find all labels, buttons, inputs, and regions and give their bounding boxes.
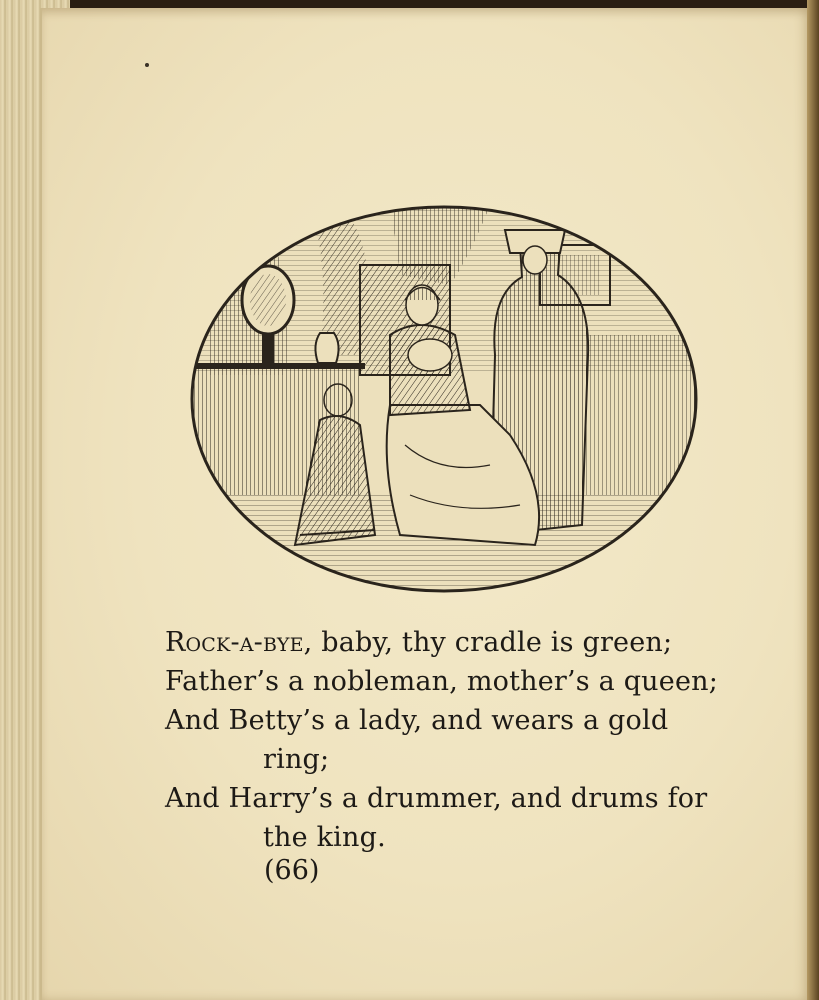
page-number: (66) — [264, 855, 320, 886]
poem-line-5: And Harry’s a drummer, and drums for — [165, 783, 708, 814]
poem-line-6: the king. — [263, 822, 386, 853]
book-spine-edge — [807, 0, 819, 1000]
poem-line-3: And Betty’s a lady, and wears a gold — [165, 705, 669, 736]
poem-line-1 — [165, 625, 672, 661]
poem-line-4: ring; — [263, 744, 330, 775]
poem-line-1-rest: baby, thy cradle is green; — [312, 627, 673, 658]
engraving-mother-and-children-icon — [190, 205, 698, 593]
ink-speck — [145, 63, 149, 67]
poem-line-2: Father’s a nobleman, mother’s a queen; — [165, 666, 719, 697]
poem-first-word: Rock-a-bye, — [165, 627, 313, 658]
